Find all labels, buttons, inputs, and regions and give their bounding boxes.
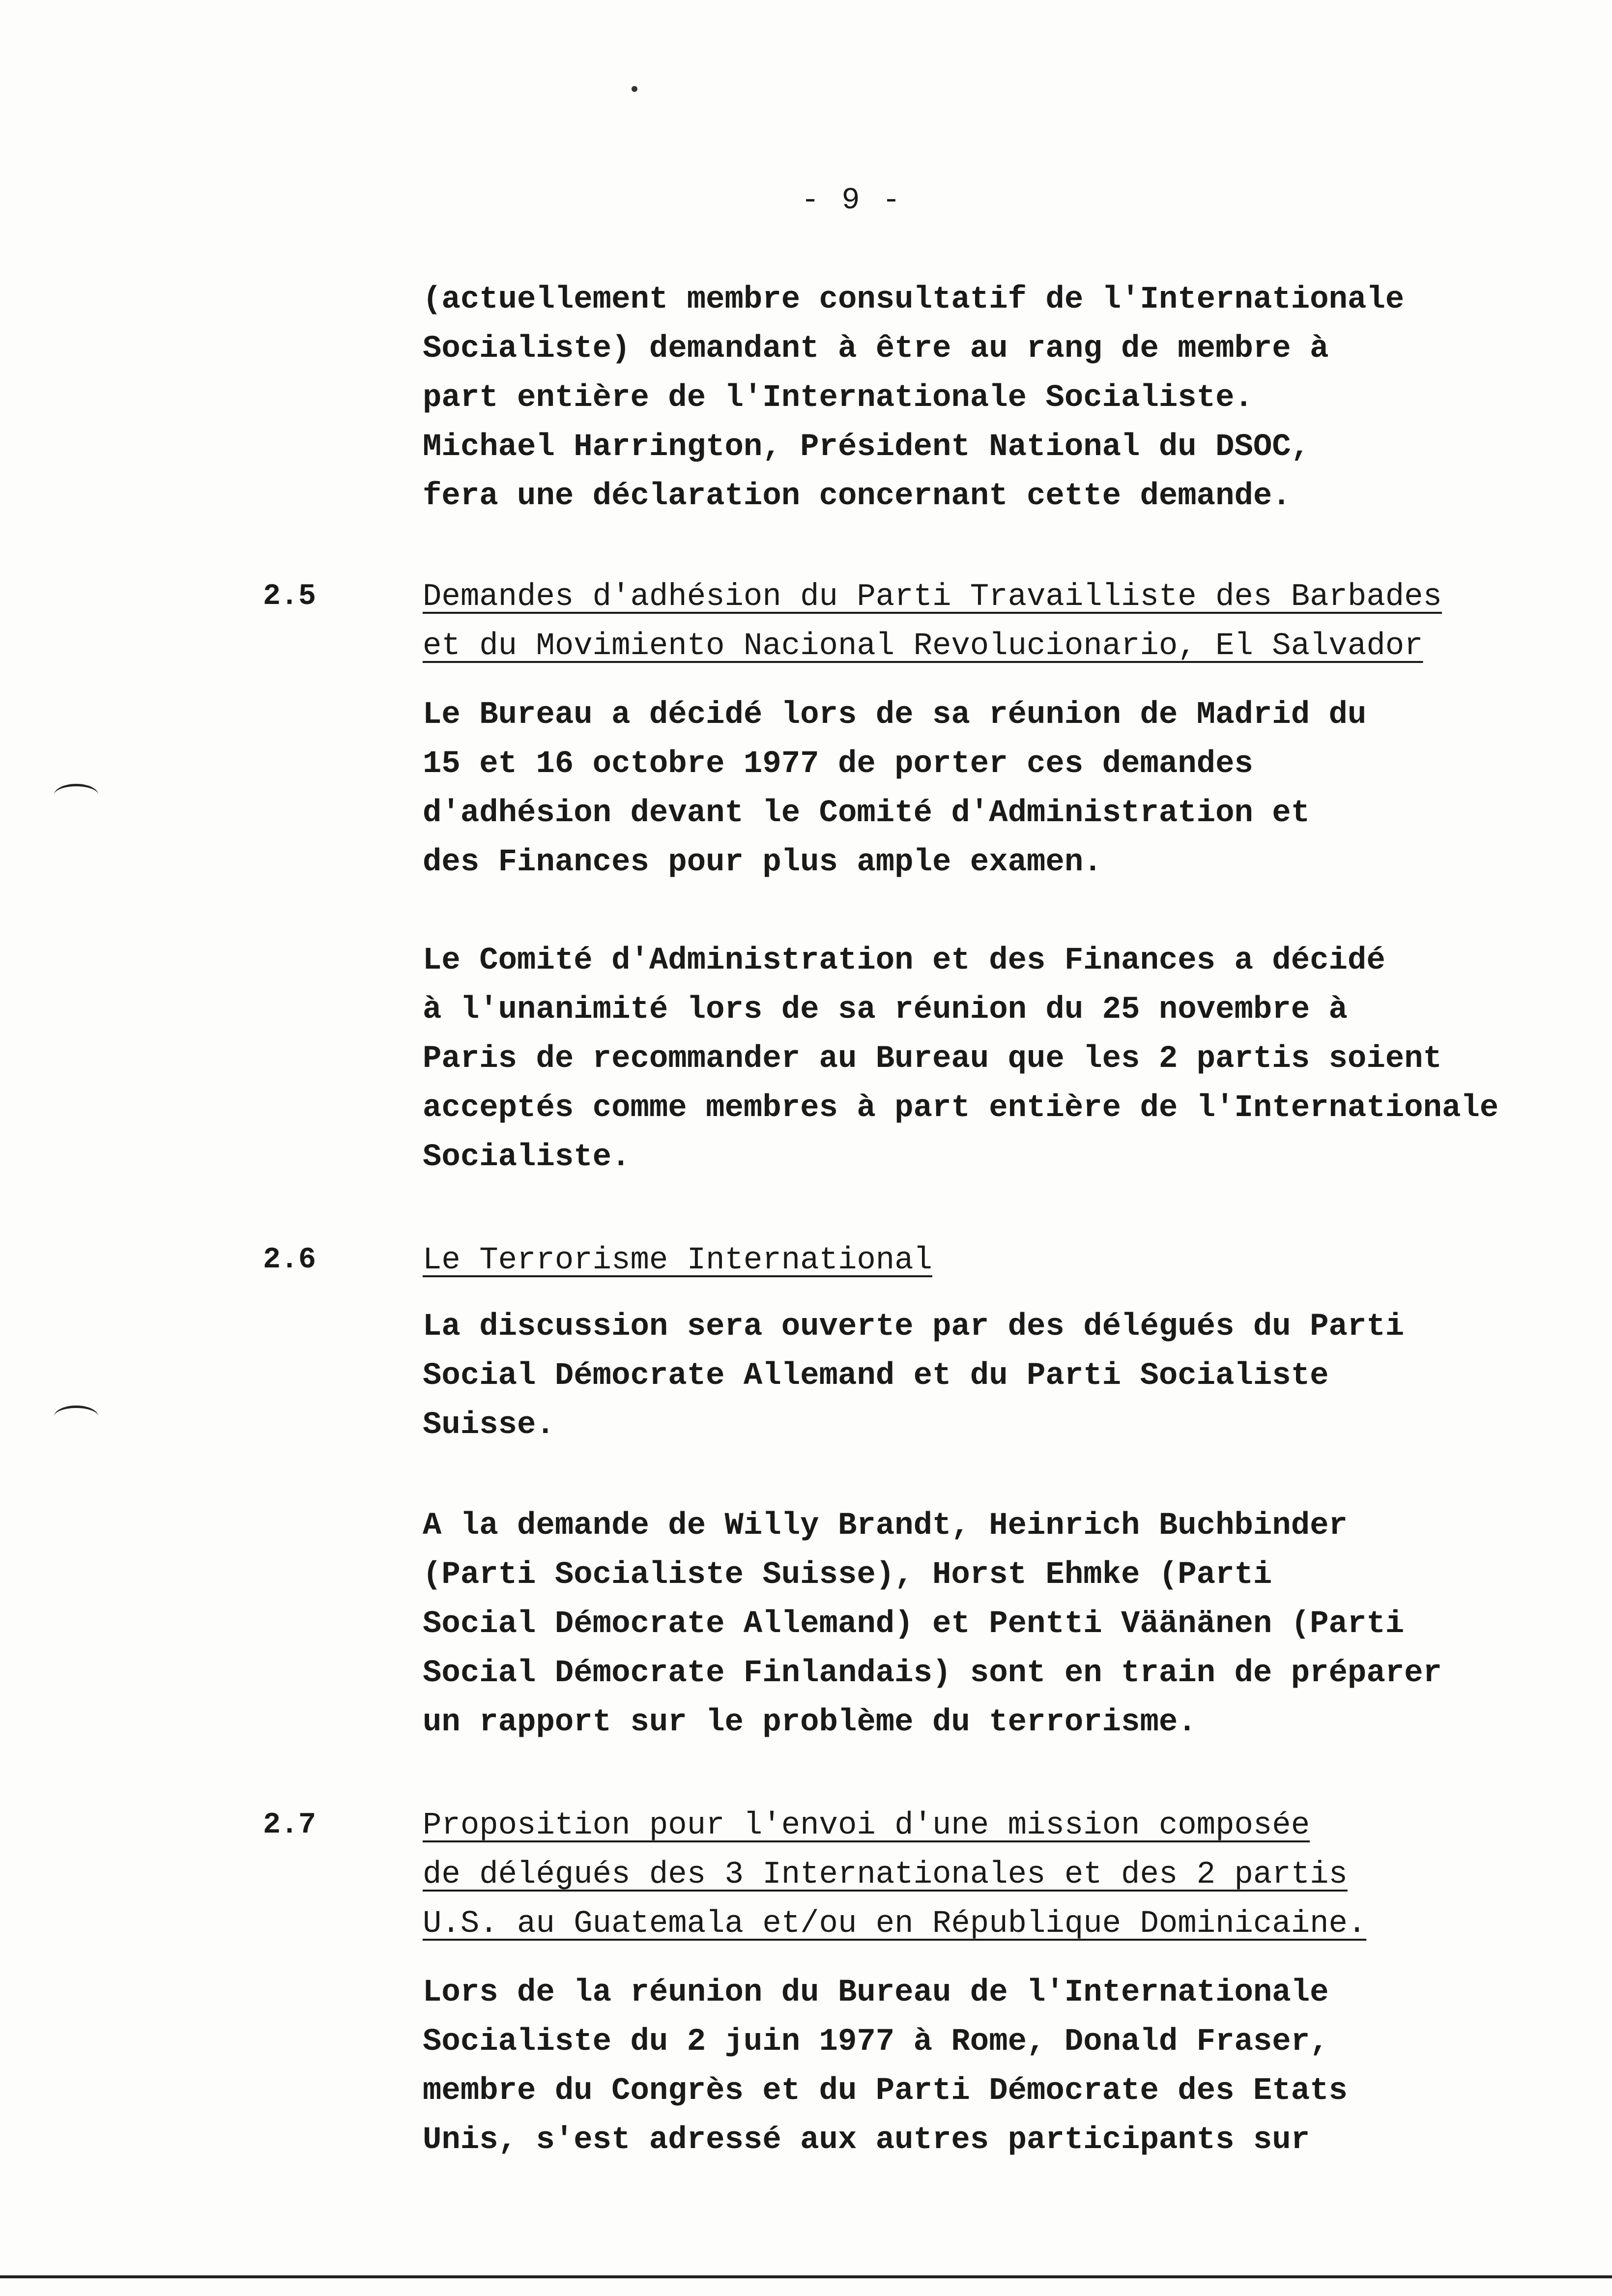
text-line: A la demande de Willy Brandt, Heinrich Buchbinder <box>423 1508 1348 1544</box>
bottom-rule <box>0 2275 1612 2278</box>
margin-mark <box>54 1406 98 1428</box>
page-number: - 9 - <box>801 183 903 218</box>
text-line: fera une déclaration concernant cette demande. <box>423 479 1291 514</box>
text-line: Socialiste. <box>423 1140 631 1175</box>
text-line: La discussion sera ouverte par des délégués du Parti <box>423 1309 1405 1345</box>
text-line: Michael Harrington, Président National du DSOC, <box>423 430 1310 465</box>
text-line: membre du Congrès et du Parti Démocrate des Etats <box>423 2073 1348 2109</box>
text-line: Social Démocrate Allemand) et Pentti Väänänen (Parti <box>423 1607 1405 1642</box>
heading-line: Proposition pour l'envoi d'une mission composée <box>423 1808 1310 1843</box>
section-heading <box>423 1236 932 1285</box>
text-line: (Parti Socialiste Suisse), Horst Ehmke (Parti <box>423 1557 1272 1593</box>
text-line: Suisse. <box>423 1407 555 1443</box>
text-line: Socialiste du 2 juin 1977 à Rome, Donald Fraser, <box>423 2024 1329 2060</box>
text-line: Le Bureau a décidé lors de sa réunion de Madrid du <box>423 697 1367 733</box>
heading-line: U.S. au Guatemala et/ou en République Dominicaine. <box>423 1906 1367 1942</box>
text-line: Socialiste) demandant à être au rang de membre à <box>423 331 1329 367</box>
heading-line: de délégués des 3 Internationales et des 2 partis <box>423 1857 1348 1893</box>
section-paragraph <box>423 1302 1404 1450</box>
section-heading <box>423 1801 1366 1949</box>
text-line: acceptés comme membres à part entière de l'Internationale <box>423 1091 1499 1126</box>
text-line: Lors de la réunion du Bureau de l'Internationale <box>423 1975 1329 2010</box>
text-line: Social Démocrate Finlandais) sont en train de préparer <box>423 1656 1442 1691</box>
section-paragraph <box>423 936 1498 1182</box>
text-line: (actuellement membre consultatif de l'Internationale <box>423 282 1405 317</box>
text-line: Paris de recommander au Bureau que les 2 partis soient <box>423 1041 1442 1077</box>
section-paragraph <box>423 1501 1442 1747</box>
heading-line: et du Movimiento Nacional Revolucionario, El Salvador <box>423 629 1423 664</box>
text-line: d'adhésion devant le Comité d'Administration et <box>423 796 1310 831</box>
section-number: 2.6 <box>263 1243 317 1277</box>
section-paragraph <box>423 690 1366 887</box>
heading-line: Le Terrorisme International <box>423 1243 932 1278</box>
scan-speck <box>632 86 637 92</box>
text-line: Le Comité d'Administration et des Finances a décidé <box>423 943 1385 978</box>
text-line: 15 et 16 octobre 1977 de porter ces demandes <box>423 746 1253 782</box>
text-line: des Finances pour plus ample examen. <box>423 845 1102 880</box>
text-line: Unis, s'est adressé aux autres participants sur <box>423 2123 1310 2158</box>
text-line: à l'unanimité lors de sa réunion du 25 novembre à <box>423 992 1348 1028</box>
heading-line: Demandes d'adhésion du Parti Travailliste des Barbades <box>423 579 1442 615</box>
text-line: part entière de l'Internationale Socialiste. <box>423 380 1253 416</box>
section-paragraph <box>423 1968 1348 2165</box>
text-line: Social Démocrate Allemand et du Parti Socialiste <box>423 1358 1329 1394</box>
intro-paragraph <box>423 275 1404 521</box>
section-number: 2.5 <box>263 580 317 613</box>
section-heading <box>423 573 1442 671</box>
text-line: un rapport sur le problème du terrorisme. <box>423 1705 1197 1740</box>
margin-mark <box>54 784 98 806</box>
section-number: 2.7 <box>263 1808 317 1842</box>
